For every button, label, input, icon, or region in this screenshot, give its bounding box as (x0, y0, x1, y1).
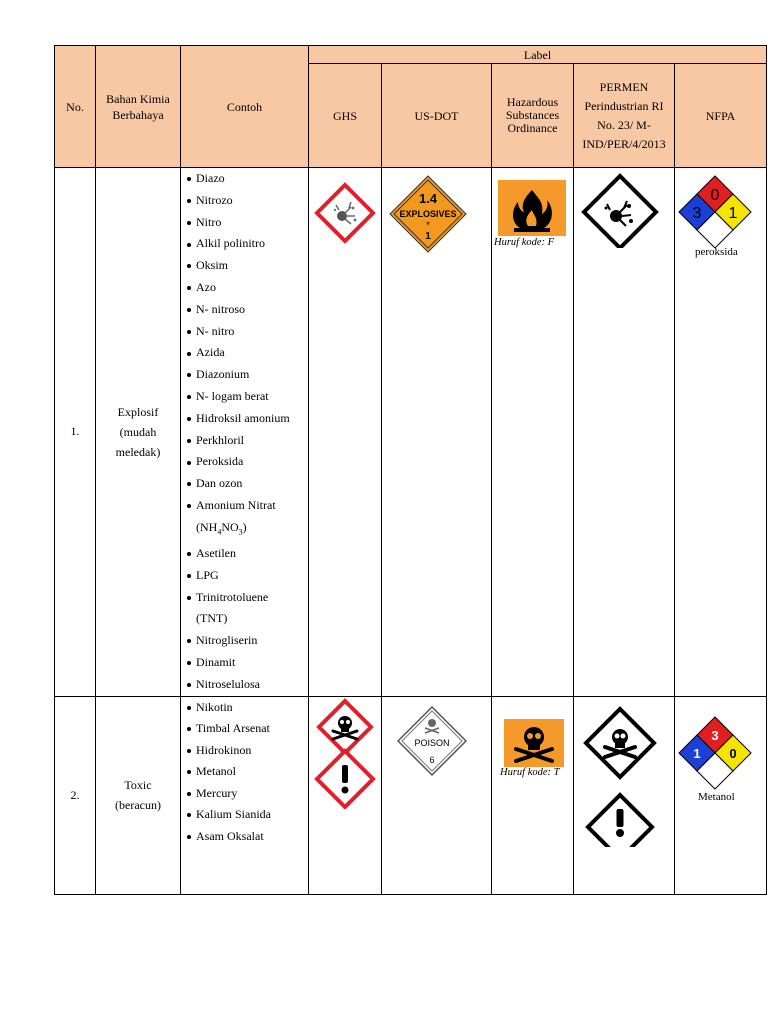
list-item-text: Metanol (196, 764, 236, 779)
nfpa-instability-number: 0 (729, 745, 737, 761)
bullet-icon (187, 308, 191, 312)
bahan-name (96, 168, 181, 697)
list-item-text: Mercury (196, 785, 238, 800)
list-item-text: Dinamit (196, 654, 236, 669)
list-item (187, 587, 308, 609)
list-item-text: Azida (196, 345, 225, 360)
list-item (187, 674, 308, 696)
ghs-cell (309, 696, 382, 894)
bullet-icon (187, 792, 191, 796)
list-item (187, 804, 308, 826)
list-item-text: Nikotin (196, 699, 233, 714)
list-item (187, 652, 308, 674)
list-item-text: Hidroksil amonium (196, 410, 290, 425)
header-contoh: Contoh (181, 46, 309, 168)
list-item-text: Trinitrotoluene (196, 589, 269, 604)
bullet-icon (187, 395, 191, 399)
list-item-text: LPG (196, 567, 219, 582)
contoh-list (181, 697, 308, 848)
list-item-text: Oksim (196, 258, 229, 273)
list-item-text: Timbal Arsenat (196, 721, 270, 736)
list-item (187, 495, 308, 517)
nfpa-cell (675, 168, 767, 697)
list-item-text: Peroksida (196, 454, 244, 469)
bullet-icon (187, 352, 191, 356)
bullet-icon (187, 264, 191, 268)
list-item-text: N- nitroso (196, 301, 245, 316)
ghs-toxic-icons (309, 697, 382, 809)
usdot-cell (382, 696, 492, 894)
usdot-star-text: * (426, 220, 430, 230)
bullet-icon (187, 482, 191, 486)
list-item (187, 342, 308, 364)
bullet-icon (187, 504, 191, 508)
ghs-cell (309, 168, 382, 697)
list-item (187, 517, 308, 543)
bullet-icon (187, 749, 191, 753)
header-bahan: Bahan Kimia Berbahaya (96, 46, 181, 168)
bullet-icon (187, 177, 191, 181)
list-item (187, 408, 308, 430)
hso-cell (492, 168, 574, 697)
list-item (187, 168, 308, 190)
permen-exclamation-icon (588, 795, 652, 847)
permen-toxic-icons (574, 697, 666, 847)
bullet-icon (187, 552, 191, 556)
permen-cell (574, 696, 675, 894)
list-item-text: Dan ozon (196, 476, 243, 491)
bahan-label: Explosif (mudah meledak) (115, 404, 161, 459)
nfpa-instability-number: 1 (728, 205, 738, 222)
hso-flammable-symbol-icon (492, 168, 574, 238)
nfpa-health-number: 1 (693, 745, 701, 761)
row-number: 1. (55, 168, 96, 697)
list-item (187, 608, 308, 630)
list-item-text: Asetilen (196, 545, 236, 560)
list-item-text: Diazo (196, 171, 225, 185)
list-item-text: Hidrokinon (196, 742, 252, 757)
hso-caption: Huruf kode: F (494, 237, 555, 248)
list-item (187, 630, 308, 652)
table-row (55, 696, 767, 894)
header-usdot: US-DOT (382, 64, 492, 168)
list-item-text: Alkil polinitro (196, 236, 265, 251)
usdot-explosives-placard-icon (382, 168, 492, 258)
nfpa-diamond-icon (675, 168, 767, 248)
nfpa-caption: peroksida (695, 246, 738, 258)
header-hso: Hazardous Substances Ordinance (492, 64, 574, 168)
list-item (187, 543, 308, 565)
bullet-icon (187, 770, 191, 774)
permen-skull-crossbones-icon (586, 709, 654, 777)
row-number: 2. (55, 696, 96, 894)
contoh-list (181, 168, 308, 696)
list-item-text: Nitrozo (196, 192, 233, 207)
list-item-text: N- logam berat (196, 388, 269, 403)
bullet-icon (187, 639, 191, 643)
table-row (55, 168, 767, 697)
permen-cell (574, 168, 675, 697)
bahan-name (96, 696, 181, 894)
header-nfpa: NFPA (675, 64, 767, 168)
list-item-text: Diazonium (196, 367, 250, 382)
list-item (187, 740, 308, 762)
list-item-text: $(NH_4NO_3)$ (196, 519, 247, 537)
list-item (187, 718, 308, 740)
bullet-icon (187, 417, 191, 421)
list-item (187, 212, 308, 234)
hso-caption: Huruf kode: T (500, 766, 560, 778)
ghs-exploding-bomb-icon (309, 168, 382, 248)
list-item-text: Azo (196, 279, 216, 294)
hso-toxic-symbol-icon (492, 697, 574, 767)
bullet-icon (187, 221, 191, 225)
list-item-text: (TNT) (196, 611, 228, 626)
usdot-poison-placard-icon (382, 697, 492, 787)
usdot-poison-text: POISON (414, 737, 450, 748)
bullet-icon (187, 286, 191, 290)
list-item (187, 473, 308, 495)
header-ghs: GHS (309, 64, 382, 168)
bullet-icon (187, 243, 191, 247)
permen-explosive-icon (574, 168, 666, 248)
list-item-text: Perkhloril (196, 432, 244, 447)
bullet-icon (187, 330, 191, 334)
list-item-text: N- nitro (196, 323, 235, 338)
list-item-text: Nitroselulosa (196, 676, 260, 691)
bullet-icon (187, 661, 191, 665)
bullet-icon (187, 461, 191, 465)
bullet-icon (187, 373, 191, 377)
nfpa-flammability-number: 0 (710, 187, 720, 204)
list-item-text: Asam Oksalat (196, 828, 264, 843)
usdot-class-number: 6 (429, 754, 435, 765)
list-item (187, 190, 308, 212)
bullet-icon (187, 683, 191, 687)
nfpa-caption: Metanol (698, 790, 735, 803)
list-item (187, 233, 308, 255)
list-item-text: Nitro (196, 214, 222, 229)
hso-cell (492, 696, 574, 894)
ghs-skull-crossbones-icon (319, 701, 371, 753)
list-item-text: Kalium Sianida (196, 807, 271, 822)
contoh-list-cell (181, 168, 309, 697)
bullet-icon (187, 574, 191, 578)
nfpa-diamond-icon (675, 697, 767, 793)
list-item (187, 697, 308, 719)
usdot-cell (382, 168, 492, 697)
ghs-exclamation-icon (317, 751, 373, 807)
usdot-division-text: 1.4 (418, 191, 438, 206)
list-item (187, 321, 308, 343)
list-item (187, 565, 308, 587)
bullet-icon (187, 706, 191, 710)
list-item (187, 364, 308, 386)
bullet-icon (187, 199, 191, 203)
usdot-class-number: 1 (425, 231, 431, 242)
nfpa-flammability-number: 3 (711, 727, 719, 743)
bullet-icon (187, 727, 191, 731)
list-item (187, 277, 308, 299)
header-permen: PERMEN Perindustrian RI No. 23/ M-IND/PER/4/2013 (574, 64, 675, 168)
list-item (187, 826, 308, 848)
list-item (187, 255, 308, 277)
bullet-icon (187, 813, 191, 817)
nfpa-health-number: 3 (692, 205, 702, 222)
list-item (187, 451, 308, 473)
bullet-icon (187, 439, 191, 443)
nfpa-cell (675, 696, 767, 894)
header-label: Label (309, 46, 767, 64)
bullet-icon (187, 596, 191, 600)
list-item (187, 783, 308, 805)
list-item-text: Nitrogliserin (196, 633, 258, 648)
usdot-explosives-text: EXPLOSIVES (399, 209, 457, 219)
list-item (187, 386, 308, 408)
bullet-icon (187, 835, 191, 839)
header-no: No. (55, 46, 96, 168)
list-item (187, 761, 308, 783)
list-item-text: Amonium Nitrat (196, 497, 276, 512)
bahan-label: Toxic (beracun) (115, 778, 161, 813)
contoh-list-cell (181, 696, 309, 894)
list-item (187, 430, 308, 452)
list-item (187, 299, 308, 321)
hazard-label-table (54, 45, 767, 895)
